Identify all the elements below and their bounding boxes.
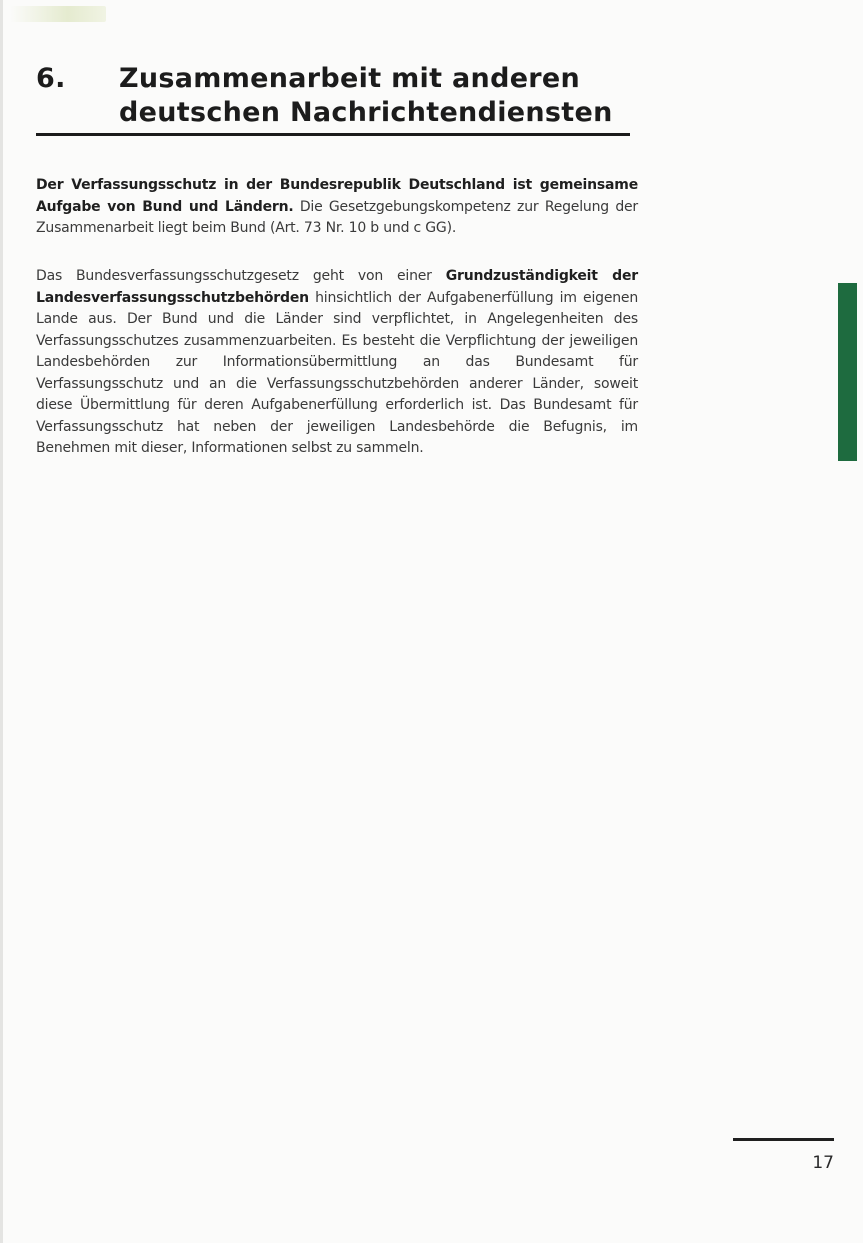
- paragraph-text: hinsichtlich der Aufgabenerfüllung im eigenen Lande aus. Der Bund und die Länder sind verpflichtet, in Angelegenheiten des Verfassungsschutzes zusammenzuarbeiten. Es besteht die Verpflichtung der jeweiligen Landesbehörden zur Informationsübermittlung an das Bundesamt für Verfassungsschutz und an die Verfassungsschutzbehörden anderer Länder, soweit diese Übermittlung für deren Aufgabenerfüllung erforderlich ist. Das Bundesamt für Verfassungsschutz hat neben der jeweiligen Landesbehörde die Befugnis, im Benehmen mit dieser, Informationen selbst zu sammeln.: [36, 289, 638, 456]
- footer-rule: [733, 1138, 834, 1141]
- chapter-number: 6.: [36, 63, 66, 94]
- heading-rule: [36, 133, 630, 136]
- chapter-title: Zusammenarbeit mit anderen deutschen Nachrichtendiensten: [119, 63, 613, 128]
- paragraph-inline-bold: Grundzuständigkeit der Landesverfassungsschutzbehörden: [36, 268, 638, 306]
- chapter-heading: [36, 62, 636, 130]
- paragraph-jurisdiction: [36, 266, 638, 460]
- page-number: 17: [812, 1153, 834, 1173]
- paragraph-cooperation: [36, 175, 638, 240]
- paragraph-text: Das Bundesverfassungsschutzgesetz geht von einer: [36, 268, 446, 284]
- chapter-tab-marker: [838, 283, 857, 461]
- paragraph-lead-bold: Der Verfassungsschutz in der Bundesrepublik Deutschland ist gemeinsame Aufgabe von Bund und Ländern.: [36, 177, 638, 215]
- page-edge: [0, 0, 3, 1243]
- scan-smudge: [10, 6, 106, 22]
- paragraph-text: Die Gesetzgebungskompetenz zur Regelung der Zusammenarbeit liegt beim Bund (Art. 73 Nr. 10 b und c GG).: [36, 198, 638, 236]
